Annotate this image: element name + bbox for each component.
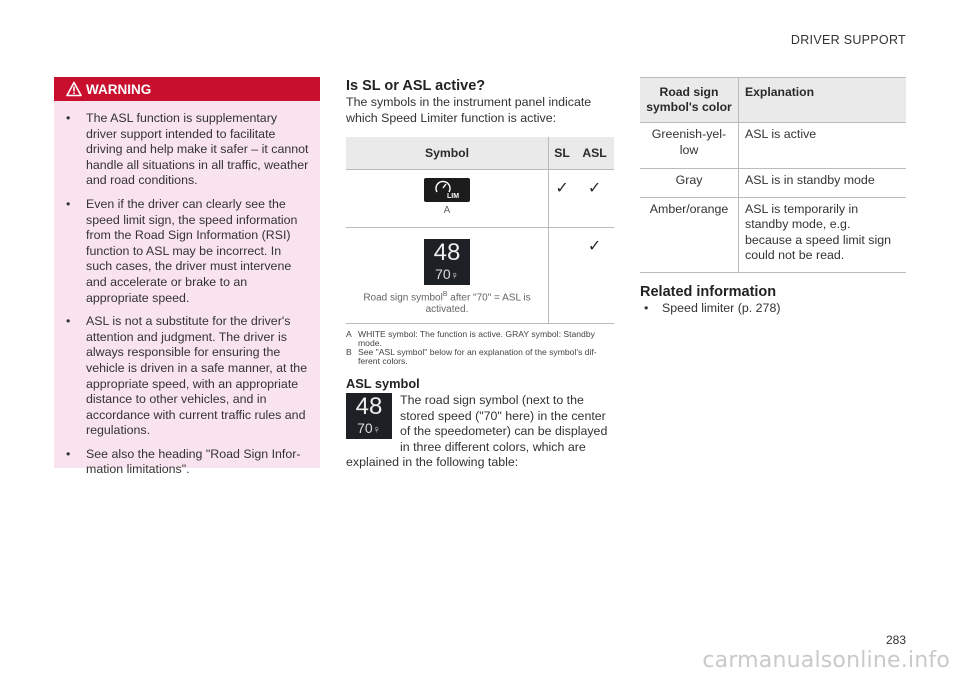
col-symbol: Symbol: [346, 137, 549, 170]
related-title: Related information: [640, 283, 777, 300]
bullet: •: [66, 446, 71, 461]
lim-label: LIM: [447, 193, 460, 200]
footnote: A WHITE symbol: The function is active. GRAY symbol: Standby mode.: [346, 329, 595, 349]
asl-symbol-title: ASL symbol: [346, 376, 420, 392]
asl-symbol-image: 48 70♀: [346, 393, 392, 439]
table-row: Gray ASL is in standby mode: [640, 169, 906, 198]
table-row: [346, 170, 614, 228]
col-color: Road sign symbol's color: [640, 78, 739, 123]
asl-check: ✓: [575, 170, 614, 228]
symbol-caption: Road sign symbol$^B$ after "70" = ASL is activated.: [363, 291, 531, 316]
current-speed: 48: [433, 239, 461, 266]
asl-speed-display: [424, 239, 470, 285]
related-link[interactable]: • Speed limiter (p. 278): [644, 300, 781, 315]
table-row: Amber/orange ASL is temporarily in standby mode, e.g. because a speed limit sign could not be read.: [640, 197, 906, 272]
footnote: B See "ASL symbol" below for an explanation of the symbol's different colors.: [346, 347, 597, 367]
warning-triangle-icon: [66, 81, 82, 97]
colors-section: [640, 77, 906, 316]
warning-list: [54, 101, 320, 478]
warning-item: • See also the heading "Road Sign Information limitations".: [66, 446, 301, 477]
bullet: •: [66, 314, 71, 329]
sl-check: ✓: [549, 170, 576, 228]
page-number: 283: [885, 633, 906, 647]
table-row: [346, 228, 614, 324]
table-header-row: [346, 137, 614, 170]
section-header: DRIVER SUPPORT: [790, 33, 906, 47]
speedometer-icon: [424, 178, 470, 202]
warning-header: [54, 77, 320, 101]
watermark: carmanualsonline.info: [702, 648, 950, 673]
road-sign-symbol-icon: ♀: [372, 424, 381, 437]
stored-speed: 70♀: [435, 266, 459, 282]
table-row: Greenish-yellow ASL is active: [640, 123, 906, 169]
footnote-ref-a: A: [443, 205, 451, 216]
warning-item: • Even if the driver can clearly see the speed limit sign, the speed information from the Road Sign Information (RSI) function to ASL may be incorrect. In such cases, the driver must intervene and accelerate or brake to an appropriate speed.: [66, 196, 298, 305]
symbol-table: [346, 137, 614, 324]
symbol-cell: [346, 228, 549, 324]
asl-symbol-block: [346, 393, 614, 470]
section-title: Is SL or ASL active?: [346, 78, 486, 94]
col-asl: ASL: [575, 137, 614, 170]
sl-check: [549, 228, 576, 324]
speed-limiter-icon: [424, 178, 470, 202]
colors-table: [640, 77, 906, 273]
warning-box: [54, 77, 320, 477]
warning-title: WARNING: [86, 81, 152, 97]
footnotes: [346, 330, 614, 366]
road-sign-symbol-icon: ♀: [450, 270, 459, 282]
table-header-row: [640, 78, 906, 123]
col-explanation: Explanation: [739, 78, 907, 123]
bullet: •: [66, 196, 71, 211]
symbol-cell: [346, 170, 549, 228]
warning-item: • The ASL function is supplementary driver support intended to facilitate driving and help make it safer – it cannot handle all situations in all traffic, weather and road conditions.: [66, 111, 309, 188]
bullet: •: [644, 300, 649, 315]
bullet: •: [66, 111, 71, 125]
active-section: [346, 77, 614, 470]
warning-item: • ASL is not a substitute for the driver's attention and judgment. The driver is always responsible for ensuring the vehicle is driven in a safe manner, at the appropriate speed, with an appropriate distance to other vehicles, and in accordance with current traffic rules and regulations.: [66, 314, 308, 438]
asl-check: ✓: [575, 228, 614, 324]
col-sl: SL: [549, 137, 576, 170]
asl-symbol-text: The road sign symbol (next to the stored speed ("70" here) in the center of the speedometer) can be displayed in three different colors, which are explained in the following table:: [346, 393, 608, 469]
section-intro: The symbols in the instrument panel indicate which Speed Limiter function is active:: [346, 95, 592, 125]
